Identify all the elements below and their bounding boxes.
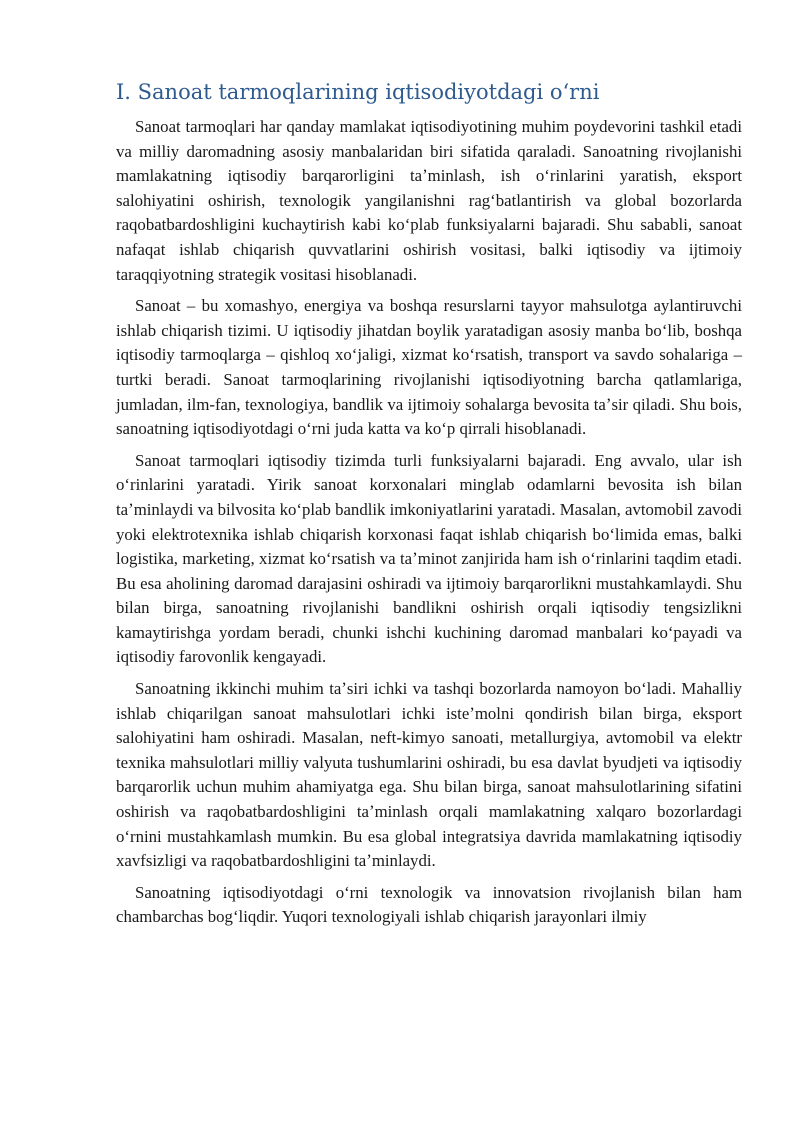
paragraph-2: Sanoat – bu xomashyo, energiya va boshqa resurslarni tayyor mahsulotga aylantiruvchi ishlab chiqarish tizimi. U iqtisodiy jihatdan boylik yaratadigan asosiy manba boʻlib, boshqa iqtisodiy tarmoqlarga – qishloq xoʻjaligi, xizmat koʻrsatish, transport va savdo sohalariga – turtki beradi. Sanoat tarmoqlarining rivojlanishi iqtisodiyotning barcha qatlamlariga, jumladan, ilm-fan, texnologiya, bandlik va ijtimoiy sohalarga bevosita taʼsir qiladi. Shu bois, sanoatning iqtisodiyotdagi oʻrni juda katta va koʻp qirrali hisoblanadi. [116,296,742,439]
document-page [116,78,742,937]
paragraph-1: Sanoat tarmoqlari har qanday mamlakat iqtisodiyotining muhim poydevorini tashkil etadi va milliy daromadning asosiy manbalaridan biri sifatida qaraladi. Sanoatning rivojlanishi mamlakatning iqtisodiy barqarorligini taʼminlash, ish oʻrinlarini yaratish, eksport salohiyatini oshirish, texnologik yangilanishni ragʻbatlantirish va global bozorlarda raqobatbardoshligini kuchaytirish kabi koʻplab funksiyalarni bajaradi. Shu sababli, sanoat nafaqat ishlab chiqarish quvvatlarini oshirish vositasi, balki iqtisodiy va ijtimoiy taraqqiyotning strategik vositasi hisoblanadi. [116,117,742,284]
section-heading: I. Sanoat tarmoqlarining iqtisodiyotdagi oʻrni [116,80,600,104]
paragraph-3: Sanoat tarmoqlari iqtisodiy tizimda turli funksiyalarni bajaradi. Eng avvalo, ular ish oʻrinlarini yaratadi. Yirik sanoat korxonalari minglab odamlarni bevosita ish bilan taʼminlaydi va bilvosita koʻplab bandlik imkoniyatlarini yaratadi. Masalan, avtomobil zavodi yoki elektrotexnika ishlab chiqarish korxonasi faqat ishlab chiqarish boʻlimida emas, balki logistika, marketing, xizmat koʻrsatish va taʼminot zanjirida ham ish oʻrinlarini taqdim etadi. Bu esa aholining daromad darajasini oshiradi va ijtimoiy barqarorlikni mustahkamlaydi. Shu bilan birga, sanoatning rivojlanishi bandlikni oshirish orqali iqtisodiy tengsizlikni kamaytirishga yordam beradi, chunki ishchi kuchining daromad manbalari koʻpayadi va iqtisodiy farovonlik kengayadi. [116,450,742,667]
paragraph-4: Sanoatning ikkinchi muhim taʼsiri ichki va tashqi bozorlarda namoyon boʻladi. Mahalliy ishlab chiqarilgan sanoat mahsulotlari ichki isteʼmolni qondirish bilan birga, eksport salohiyatini ham oshiradi. Masalan, neft-kimyo sanoati, metallurgiya, avtomobil va elektr texnika mahsulotlari milliy valyuta tushumlarini oshiradi, bu esa davlat byudjeti va iqtisodiy barqarorlik uchun muhim ahamiyatga ega. Shu bilan birga, sanoat mahsulotlarining sifatini oshirish va raqobatbardoshligini taʼminlash orqali mamlakatning xalqaro bozorlardagi oʻrnini mustahkamlash mumkin. Bu esa global integratsiya davrida mamlakatning iqtisodiy xavfsizligi va raqobatbardoshligini taʼminlaydi. [116,679,742,871]
paragraph-5: Sanoatning iqtisodiyotdagi oʻrni texnologik va innovatsion rivojlanish bilan ham chambarchas bogʻliqdir. Yuqori texnologiyali ishlab chiqarish jarayonlari ilmiy [116,882,742,927]
